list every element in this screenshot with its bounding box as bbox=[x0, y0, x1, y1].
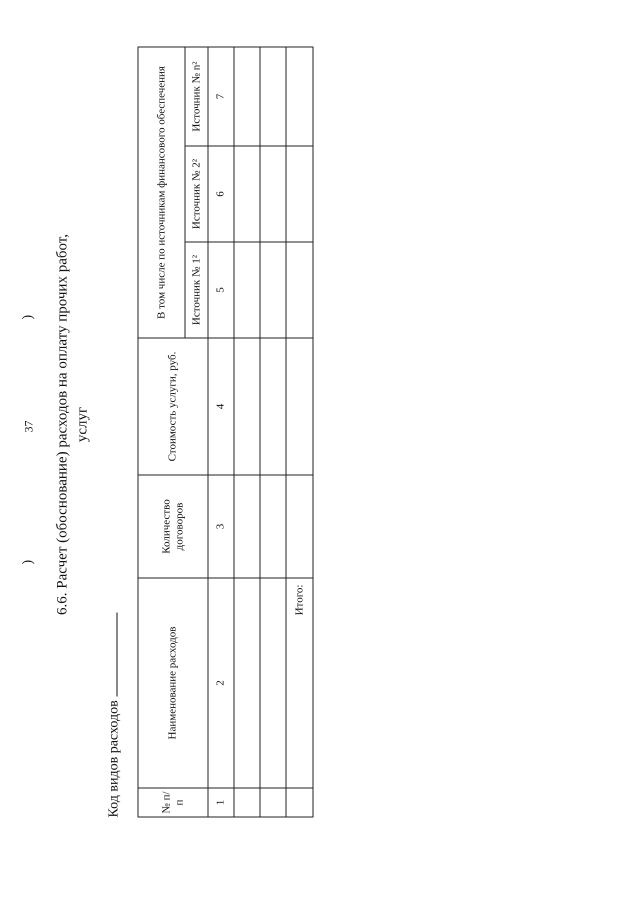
total-cell[interactable] bbox=[286, 47, 313, 146]
table-row bbox=[234, 47, 260, 817]
header-source-n: Источник № n² bbox=[185, 47, 208, 146]
table-cell[interactable] bbox=[234, 146, 260, 242]
column-number-row bbox=[208, 47, 234, 817]
header-row-1 bbox=[138, 47, 185, 817]
section-title-line-1: 6.6. Расчет (обоснование) расходов на оплату прочих работ, bbox=[54, 234, 71, 615]
total-cell[interactable] bbox=[286, 475, 313, 578]
section-title bbox=[53, 185, 93, 665]
column-number: 3 bbox=[208, 475, 234, 578]
column-number: 6 bbox=[208, 146, 234, 242]
column-number: 5 bbox=[208, 242, 234, 338]
table-cell[interactable] bbox=[260, 47, 286, 146]
total-label: Итого: bbox=[286, 578, 313, 788]
left-parenthesis: ) bbox=[20, 559, 36, 565]
table-cell[interactable] bbox=[234, 788, 260, 817]
total-cell[interactable] bbox=[286, 338, 313, 475]
header-source-1: Источник № 1² bbox=[185, 242, 208, 338]
header-num: № п/п bbox=[138, 788, 208, 817]
table-cell[interactable] bbox=[260, 146, 286, 242]
rotated-page bbox=[1, 0, 634, 905]
section-title-line-2: услуг bbox=[74, 406, 91, 443]
table-cell[interactable] bbox=[260, 788, 286, 817]
header-sources-group: В том числе по источникам финансового обеспечения bbox=[138, 47, 185, 338]
page-number: 37 bbox=[21, 420, 36, 433]
table-cell[interactable] bbox=[234, 242, 260, 338]
column-number: 1 bbox=[208, 788, 234, 817]
column-number: 2 bbox=[208, 578, 234, 788]
total-row bbox=[286, 47, 313, 817]
table-cell[interactable] bbox=[234, 47, 260, 146]
expense-code-blank bbox=[105, 612, 118, 696]
expense-code-row bbox=[105, 612, 123, 817]
table-cell[interactable] bbox=[260, 338, 286, 475]
table-cell[interactable] bbox=[260, 578, 286, 788]
expense-calculation-table bbox=[138, 46, 314, 817]
column-number: 4 bbox=[208, 338, 234, 475]
total-cell[interactable] bbox=[286, 146, 313, 242]
header-quantity: Количество договоров bbox=[138, 475, 208, 578]
table-cell[interactable] bbox=[234, 338, 260, 475]
table-cell[interactable] bbox=[234, 475, 260, 578]
header-source-2: Источник № 2² bbox=[185, 146, 208, 242]
expense-code-label: Код видов расходов bbox=[106, 700, 122, 818]
table-cell[interactable] bbox=[260, 475, 286, 578]
header-name: Наименование расходов bbox=[138, 578, 208, 788]
table-row bbox=[260, 47, 286, 817]
header-cost: Стоимость услуги, руб. bbox=[138, 338, 208, 475]
right-parenthesis: ) bbox=[20, 314, 36, 320]
table-cell[interactable] bbox=[234, 578, 260, 788]
column-number: 7 bbox=[208, 47, 234, 146]
table-cell[interactable] bbox=[260, 242, 286, 338]
total-blank-cell bbox=[286, 788, 313, 817]
total-cell[interactable] bbox=[286, 242, 313, 338]
